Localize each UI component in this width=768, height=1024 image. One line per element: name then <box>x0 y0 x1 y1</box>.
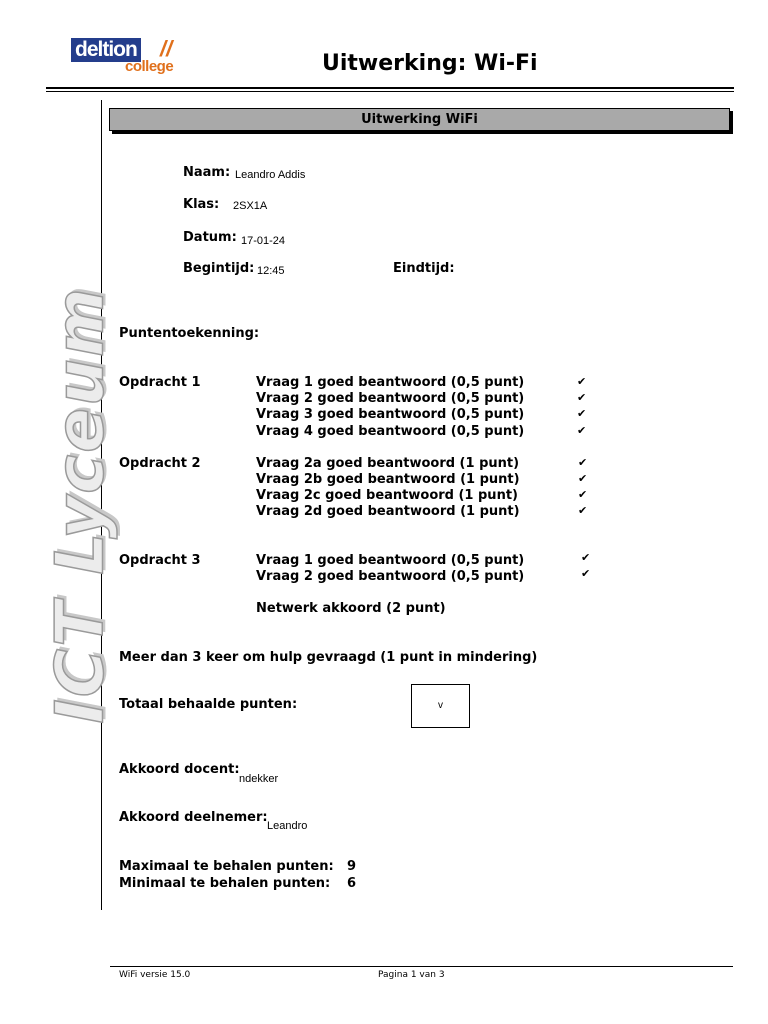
list-item: Vraag 2d goed beantwoord (1 punt) <box>256 504 520 519</box>
list-item: Vraag 2a goed beantwoord (1 punt) <box>256 456 520 471</box>
akkoord-deelnemer-label: Akkoord deelnemer: <box>119 810 268 825</box>
logo-slash-icon: // <box>160 36 173 61</box>
document-title: Uitwerking: Wi-Fi <box>322 51 538 76</box>
datum-value: 17-01-24 <box>241 235 286 247</box>
list-item: Vraag 2b goed beantwoord (1 punt) <box>256 472 520 487</box>
naam-label: Naam: <box>183 165 231 180</box>
minimaal-value: 6 <box>347 876 357 891</box>
akkoord-docent-value: ndekker <box>239 773 279 785</box>
begintijd-label: Begintijd: <box>183 261 255 276</box>
check-icon: ✔ <box>577 375 587 388</box>
minimaal-label: Minimaal te behalen punten: <box>119 876 331 891</box>
eindtijd-label: Eindtijd: <box>393 261 455 276</box>
list-item: Vraag 2 goed beantwoord (0,5 punt) <box>256 391 525 406</box>
netwerk-akkoord: Netwerk akkoord (2 punt) <box>256 601 446 616</box>
check-icon: ✔ <box>578 456 588 469</box>
akkoord-deelnemer-value: Leandro <box>267 820 308 832</box>
klas-label: Klas: <box>183 197 220 212</box>
list-item: Vraag 4 goed beantwoord (0,5 punt) <box>256 424 525 439</box>
logo-sub-text: college <box>125 58 174 75</box>
check-icon: ✔ <box>578 504 588 517</box>
footer-rule <box>110 966 733 967</box>
opdracht1-label: Opdracht 1 <box>119 375 201 390</box>
maximaal-label: Maximaal te behalen punten: <box>119 859 334 874</box>
check-icon: ✔ <box>577 407 587 420</box>
opdracht3-label: Opdracht 3 <box>119 553 201 568</box>
sidebar-text: ICT Lyceum <box>41 286 119 724</box>
header-rule-thin <box>46 91 734 92</box>
totaal-value: v <box>438 700 443 711</box>
hulp-penalty: Meer dan 3 keer om hulp gevraagd (1 punt in mindering) <box>119 650 538 665</box>
list-item: Vraag 2 goed beantwoord (0,5 punt) <box>256 569 525 584</box>
klas-value: 2SX1A <box>233 200 268 212</box>
footer-version: WiFi versie 15.0 <box>119 970 191 980</box>
totaal-label: Totaal behaalde punten: <box>119 697 298 712</box>
check-icon: ✔ <box>577 424 587 437</box>
totaal-box <box>411 684 470 728</box>
section-title-bar: Uitwerking WiFi <box>109 108 730 131</box>
footer-page-number: Pagina 1 van 3 <box>378 970 445 980</box>
list-item: Vraag 1 goed beantwoord (0,5 punt) <box>256 375 525 390</box>
datum-label: Datum: <box>183 230 237 245</box>
begintijd-value: 12:45 <box>257 265 285 277</box>
akkoord-docent-label: Akkoord docent: <box>119 762 240 777</box>
naam-value: Leandro Addis <box>235 169 306 181</box>
check-icon: ✔ <box>578 488 588 501</box>
check-icon: ✔ <box>578 472 588 485</box>
check-icon: ✔ <box>581 551 591 564</box>
check-icon: ✔ <box>581 567 591 580</box>
list-item: Vraag 2c goed beantwoord (1 punt) <box>256 488 518 503</box>
opdracht2-label: Opdracht 2 <box>119 456 201 471</box>
check-icon: ✔ <box>577 391 587 404</box>
logo-main-text: deltion <box>75 38 137 61</box>
list-item: Vraag 1 goed beantwoord (0,5 punt) <box>256 553 525 568</box>
header-rule <box>46 87 734 89</box>
list-item: Vraag 3 goed beantwoord (0,5 punt) <box>256 407 525 422</box>
puntentoekenning-heading: Puntentoekenning: <box>119 326 260 341</box>
maximaal-value: 9 <box>347 859 357 874</box>
